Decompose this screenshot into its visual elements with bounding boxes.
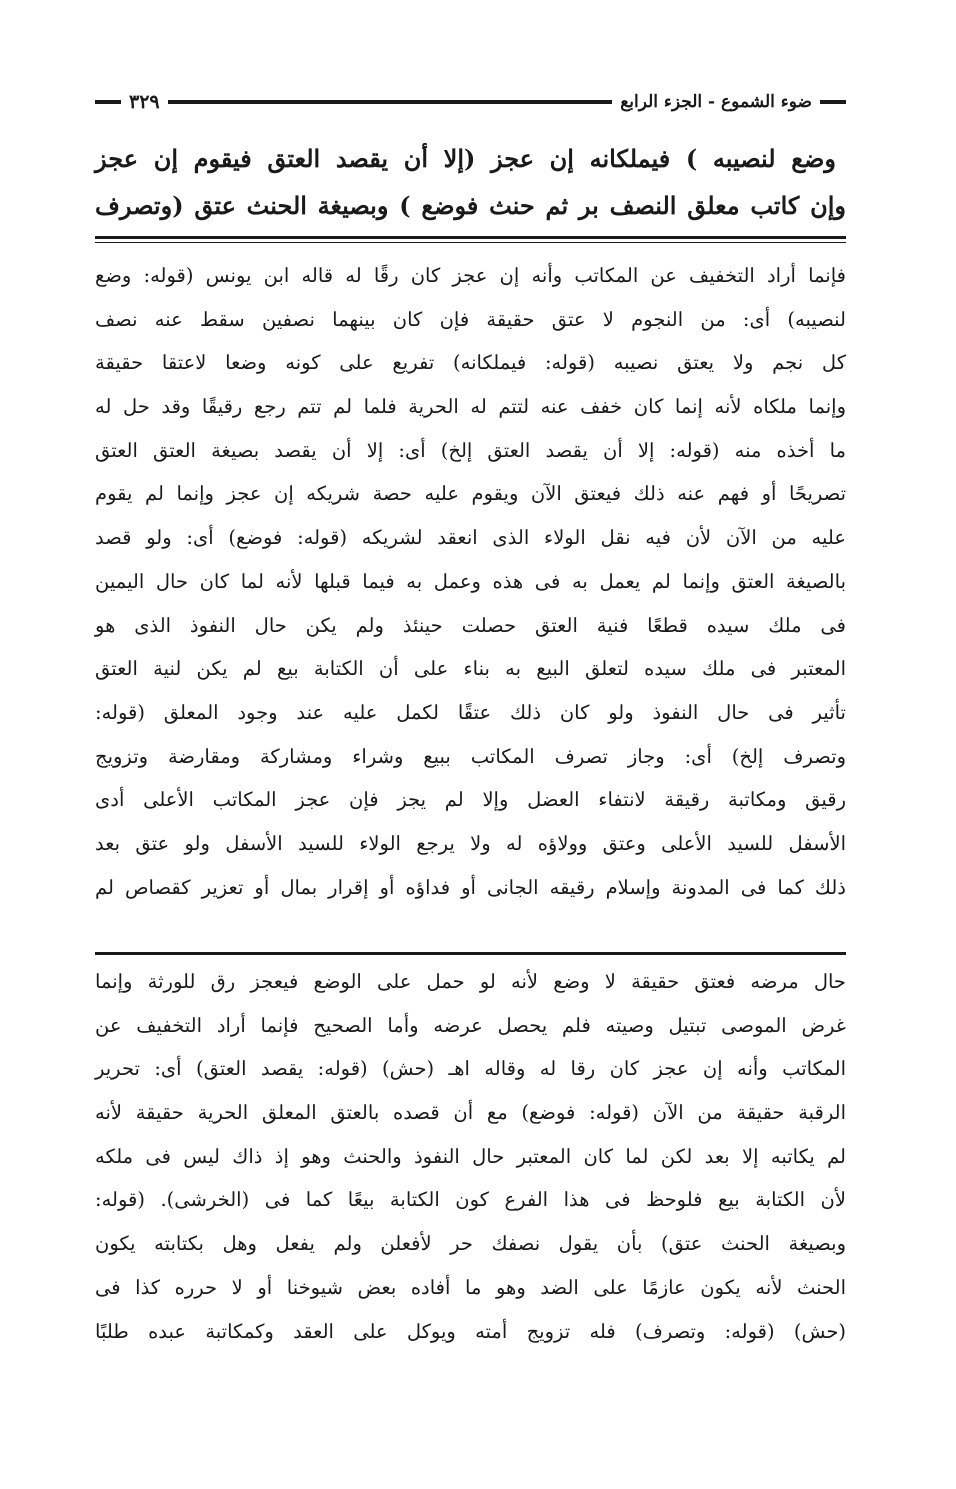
sharh-line: ذلك كما فى المدونة وإسلام رقيقه الجانى أو فداؤه أو إقرار بمال أو تعزير كقصاص لم [95, 875, 846, 899]
hashiya-line: (حش) (قوله: وتصرف) فله تزويج أمته ويوكل على العقد وكمكاتبة عبده طلبًا [95, 1319, 846, 1343]
hashiya-line: الحنث لأنه يكون عازمًا على الضد وهو ما أفاده بعض شيوخنا أو لا حرره كذا فى [95, 1275, 846, 1299]
sharh-line: ما أخذه منه (قوله: إلا أن يقصد العتق إلخ) أى: إلا أن يقصد بصيغة العتق العتق [95, 438, 846, 462]
sharh-line: بالصيغة العتق وإنما لم يعمل به فى هذه وعمل به فيما قبلها لأنه لما كان حال اليمين [95, 569, 846, 593]
sharh-line: فى ملك سيده قطعًا فنية العتق حصلت حينئذ ولم يكن حال النفوذ الذى هو [95, 613, 846, 637]
hashiya-line: لأن الكتابة بيع فلوحظ فى هذا الفرع كون الكتابة بيعًا كما فى (الخرشى). (قوله: [95, 1188, 846, 1212]
sharh-line: الأسفل للسيد الأعلى وعتق وولاؤه له ولا يرجع الولاء للسيد الأسفل ولو عتق بعد [95, 831, 846, 855]
matn-text [95, 135, 846, 229]
header-dash-right [820, 100, 846, 104]
hashiya-separator [95, 952, 846, 955]
sharh-text [95, 254, 846, 909]
sharh-line: كل نجم ولا يعتق نصيبه (قوله: فيملكانه) تفريع على كونه وضعا لاعتقا حقيقة [95, 351, 846, 375]
hashiya-line: حال مرضه فعتق حقيقة لا وضع لأنه لو حمل على الوضع فيعجز رق للورثة وإنما [95, 970, 846, 993]
sharh-line: عليه من الآن لأن فيه نقل الولاء الذى انعقد لشريكه (قوله: فوضع) أى: ولو قصد [95, 526, 846, 550]
matn-line: وإن كاتب معلق النصف بر ثم حنث فوضع ) وبصيغة الحنث عتق (وتصرف [95, 191, 846, 220]
hashiya-line: الرقبة حقيقة من الآن (قوله: فوضع) مع أن قصده بالعتق المعلق الحرية حقيقة لأنه [95, 1101, 846, 1125]
sharh-line: تصريحًا أو فهم عنه ذلك فيعتق الآن ويقوم عليه حصة شريكه إن عجز وإنما لم يقوم [95, 482, 846, 506]
hashiya-text [95, 960, 846, 1353]
running-header [95, 86, 846, 118]
sharh-line: وإنما ملكاه لأنه إنما كان خفف عنه لتتم له الحرية فلما لم تتم رجع رقيقًا وقد حل له [95, 395, 846, 419]
sharh-line: وتصرف إلخ) أى: وجاز تصرف المكاتب ببيع وشراء ومشاركة ومقارضة وتزويج [95, 744, 846, 768]
hashiya-line: وبصيغة الحنث عتق) بأن يقول نصفك حر لأفعلن ولم يفعل وهل بكتابته يكون [95, 1232, 846, 1256]
header-dash-left [95, 100, 121, 104]
page-number: ٣٢٩ [129, 91, 160, 113]
book-title: ضوء الشموع - الجزء الرابع [620, 92, 812, 112]
sharh-line: المعتبر فى ملك سيده لتعلق البيع به بناء على أن الكتابة بيع لم يكن لنية العتق [95, 657, 846, 681]
matn-line: وضع لنصيبه ) فيملكانه إن عجز (إلا أن يقصد العتق فيقوم إن عجز [95, 144, 836, 173]
hashiya-line: غرض الموصى تبتيل وصيته فلم يحصل عرضه وأما الصحيح فإنما أراد التخفيف عن [95, 1013, 846, 1037]
matn-separator [95, 236, 846, 239]
sharh-line: فإنما أراد التخفيف عن المكاتب وأنه إن عجز كان رقًا له قاله ابن يونس (قوله: وضع [95, 264, 846, 287]
sharh-line: لنصيبه) أى: من النجوم لا عتق حقيقة فإن كان بينهما نصفين سقط عنه نصف [95, 307, 846, 331]
sharh-line: تأثير فى حال النفوذ ولو كان ذلك عتقًا لكمل عليه عند وجود المعلق (قوله: [95, 700, 846, 724]
hashiya-line: لم يكاتبه إلا بعد لكن لما كان المعتبر حال النفوذ والحنث وهو إذ ذاك ليس فى ملكه [95, 1144, 846, 1168]
hashiya-line: المكاتب وأنه إن عجز كان رقا له وقاله اهـ (حش) (قوله: يقصد العتق) أى: تحرير [95, 1057, 846, 1081]
header-rule [168, 100, 613, 104]
sharh-line: رقيق ومكاتبة رقيقة لانتفاء العضل وإلا لم يجز فإن عجز المكاتب الأعلى أدى [95, 788, 846, 812]
